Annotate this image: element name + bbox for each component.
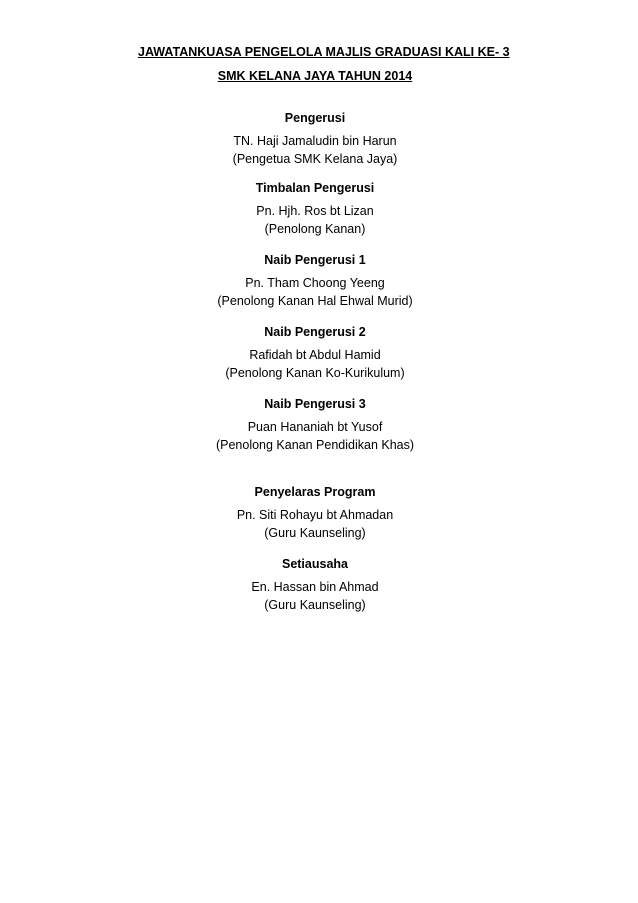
committee-member-name: Pn. Hjh. Ros bt Lizan <box>256 204 374 218</box>
committee-role: Pengerusi <box>284 111 346 125</box>
committee-entry-setiausaha <box>0 554 630 614</box>
committee-member-name: En. Hassan bin Ahmad <box>251 580 379 594</box>
committee-role: Timbalan Pengerusi <box>255 181 375 195</box>
committee-entry-naib-pengerusi-1 <box>0 250 630 310</box>
committee-entry-penyelaras-program <box>0 482 630 542</box>
committee-member-position: (Guru Kaunseling) <box>264 526 366 540</box>
committee-member-name: Rafidah bt Abdul Hamid <box>249 348 381 362</box>
committee-role: Setiausaha <box>281 557 348 571</box>
committee-member-name: TN. Haji Jamaludin bin Harun <box>233 134 397 148</box>
committee-entry-naib-pengerusi-2 <box>0 322 630 382</box>
committee-role: Naib Pengerusi 3 <box>264 397 366 411</box>
committee-role: Naib Pengerusi 1 <box>264 253 366 267</box>
committee-member-position: (Penolong Kanan Ko-Kurikulum) <box>225 366 405 380</box>
committee-entry-pengerusi <box>0 108 630 168</box>
committee-entry-timbalan-pengerusi <box>0 178 630 238</box>
committee-member-position: (Guru Kaunseling) <box>264 598 366 612</box>
committee-member-name: Puan Hananiah bt Yusof <box>247 420 383 434</box>
committee-role: Naib Pengerusi 2 <box>264 325 366 339</box>
committee-member-position: (Penolong Kanan Pendidikan Khas) <box>215 438 415 452</box>
document-title: JAWATANKUASA PENGELOLA MAJLIS GRADUASI KALI KE- 3 <box>138 45 510 59</box>
committee-member-position: (Penolong Kanan Hal Ehwal Murid) <box>217 294 413 308</box>
committee-member-position: (Penolong Kanan) <box>264 222 366 236</box>
committee-entry-naib-pengerusi-3 <box>0 394 630 454</box>
committee-member-name: Pn. Siti Rohayu bt Ahmadan <box>236 508 394 522</box>
committee-member-position: (Pengetua SMK Kelana Jaya) <box>232 152 398 166</box>
document-subtitle: SMK KELANA JAYA TAHUN 2014 <box>217 69 413 83</box>
committee-member-name: Pn. Tham Choong Yeeng <box>245 276 385 290</box>
committee-role: Penyelaras Program <box>254 485 376 499</box>
